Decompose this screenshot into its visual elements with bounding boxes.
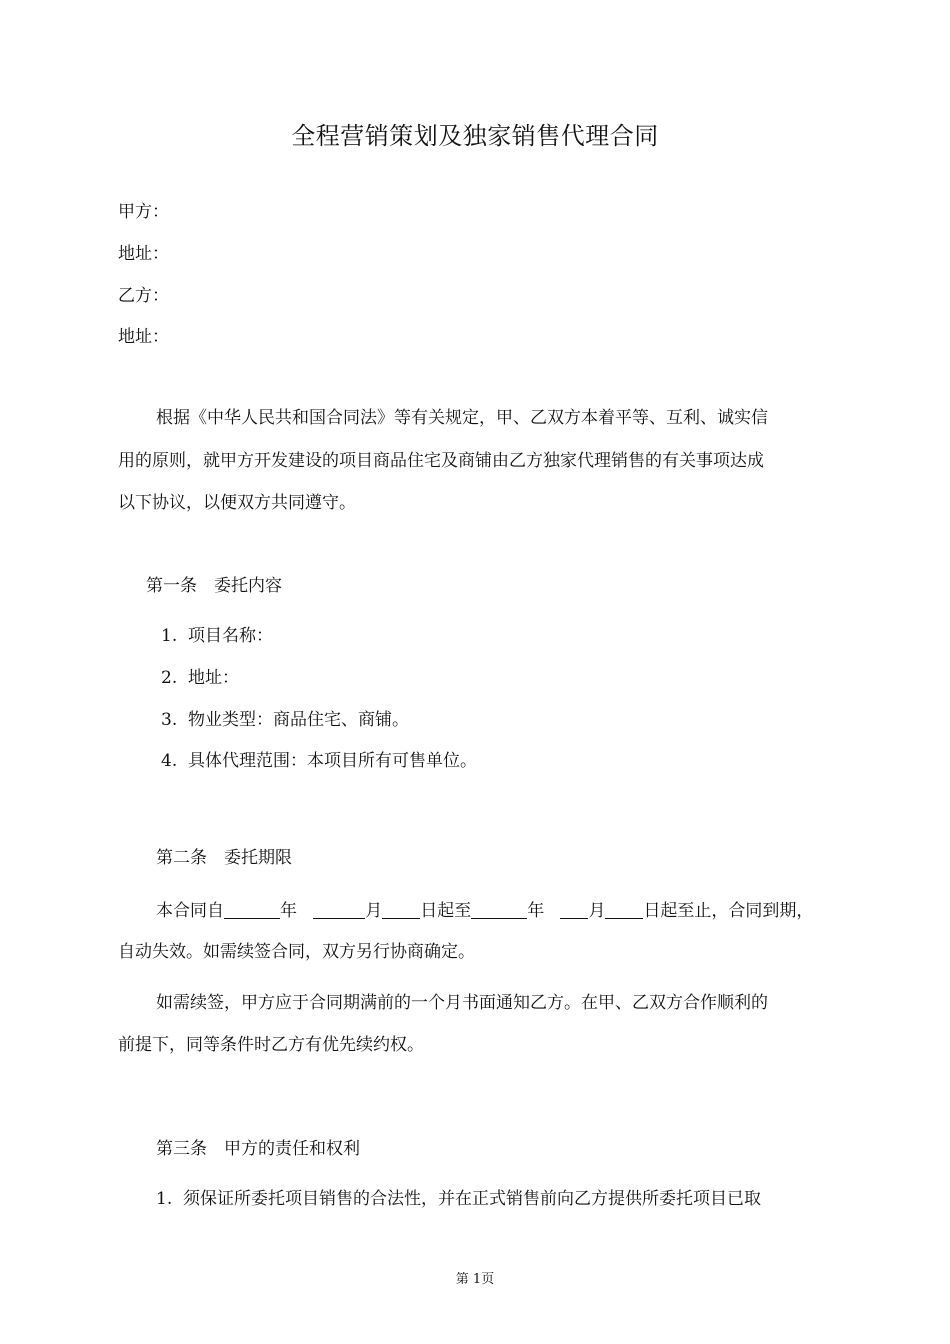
term-year-2: 年 xyxy=(527,901,545,921)
article-1-heading: 第一条 委托内容 xyxy=(146,576,282,596)
list-item-number: 1. xyxy=(161,626,178,646)
list-item xyxy=(161,749,477,773)
term-day-1: 日起至 xyxy=(420,901,472,921)
list-item-text: 项目名称： xyxy=(188,626,274,646)
term-month-2: 月 xyxy=(588,901,606,921)
contract-title: 全程营销策划及独家销售代理合同 xyxy=(291,122,659,150)
party-b-address-label: 地址： xyxy=(118,327,169,347)
renewal-paragraph-line: 前提下，同等条件时乙方有优先续约权。 xyxy=(118,1035,424,1055)
start-day-blank xyxy=(382,900,420,919)
start-year-blank xyxy=(224,900,280,919)
list-item-number: 2. xyxy=(161,668,178,688)
term-day-2: 日起至止，合同到期， xyxy=(643,901,814,921)
end-year-blank xyxy=(471,900,527,919)
intro-paragraph-line: 用的原则，就甲方开发建设的项目商品住宅及商铺由乙方独家代理销售的有关事项达成 xyxy=(118,451,764,471)
start-month-blank xyxy=(313,900,365,919)
article-3-item-1: 1. 须保证所委托项目销售的合法性，并在正式销售前向乙方提供所委托项目已取 xyxy=(156,1189,762,1209)
party-a-address-label: 地址： xyxy=(118,244,169,264)
renewal-paragraph-line: 如需续签，甲方应于合同期满前的一个月书面通知乙方。在甲、乙双方合作顺利的 xyxy=(156,993,768,1013)
term-paragraph-line: 自动失效。如需续签合同，双方另行协商确定。 xyxy=(118,942,475,962)
term-month-1: 月 xyxy=(365,901,383,921)
list-item-number: 3. xyxy=(161,710,178,730)
term-prefix: 本合同自 xyxy=(156,901,224,921)
article-2-heading: 第二条 委托期限 xyxy=(156,848,292,868)
list-item xyxy=(161,708,409,732)
article-3-heading: 第三条 甲方的责任和权利 xyxy=(156,1139,360,1159)
list-item-number: 4. xyxy=(161,751,178,771)
intro-paragraph-line: 根据《中华人民共和国合同法》等有关规定，甲、乙双方本着平等、互利、诚实信 xyxy=(156,408,768,428)
term-year-1: 年 xyxy=(280,901,297,921)
contract-term-line xyxy=(156,899,813,923)
list-item-text: 物业类型：商品住宅、商铺。 xyxy=(188,710,410,730)
end-month-blank xyxy=(560,900,588,919)
list-item xyxy=(161,624,273,648)
party-b-label: 乙方： xyxy=(118,286,169,306)
list-item-text: 地址： xyxy=(188,668,240,688)
end-day-blank xyxy=(605,900,643,919)
page-number: 第 1页 xyxy=(455,1272,495,1287)
party-a-label: 甲方： xyxy=(118,202,169,222)
list-item xyxy=(161,666,239,690)
list-item-text: 具体代理范围：本项目所有可售单位。 xyxy=(188,751,478,771)
intro-paragraph-line: 以下协议，以便双方共同遵守。 xyxy=(118,493,356,513)
